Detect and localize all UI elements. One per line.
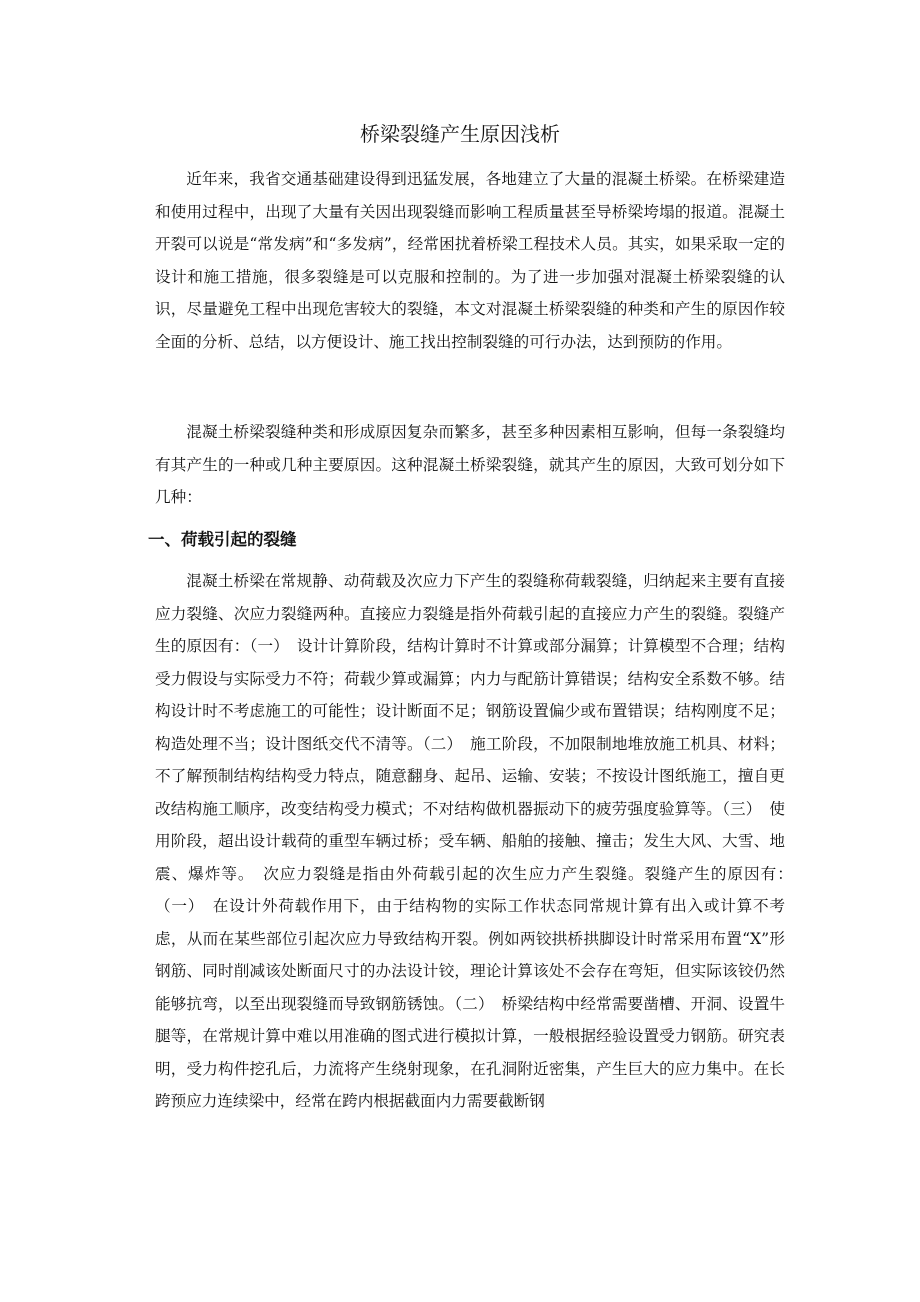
crack-types-paragraph: 混凝土桥梁裂缝种类和形成原因复杂而繁多，甚至多种因素相互影响，但每一条裂缝均有其产生的一种或几种主要原因。这种混凝土桥梁裂缝，就其产生的原因，大致可划分如下几种： [155,423,785,506]
document-title: 桥梁裂缝产生原因浅析 [360,122,560,146]
load-cracks-paragraph: 混凝土桥梁在常规静、动荷载及次应力下产生的裂缝称荷载裂缝，归纳起来主要有直接应力裂缝、次应力裂缝两种。直接应力裂缝是指外荷载引起的直接应力产生的裂缝。裂缝产生的原因有：（一） 设计计算阶段，结构计算时不计算或部分漏算；计算模型不合理；结构受力假设与实际受力不符；荷载少算或漏算；内力与配筋计算错误；结构安全系数不够。结构设计时不考虑施工的可能性；设计断面不足；钢筋设置偏少或布置错误；结构刚度不足；构造处理不当；设计图纸交代不清等。（二） 施工阶段，不加限制地堆放施工机具、材料；不了解预制结构结构受力特点，随意翻身、起吊、运输、安装；不按设计图纸施工，擅自更改结构施工顺序，改变结构受力模式；不对结构做机器振动下的疲劳强度验算等。（三） 使用阶段，超出设计载荷的重型车辆过桥；受车辆、船舶的接触、撞击；发生大风、大雪、地震、爆炸等。 次应力裂缝是指由外荷载引起的次生应力产生裂缝。裂缝产生的原因有： （一） 在设计外荷载作用下，由于结构物的实际工作状态同常规计算有出入或计算不考虑，从而在某些部位引起次应力导致结构开裂。例如两铰拱桥拱脚设计时常采用布置“X”形钢筋、同时削减该处断面尺寸的办法设计铰，理论计算该处不会存在弯矩，但实际该铰仍然能够抗弯，以至出现裂缝而导致钢筋锈蚀。（二） 桥梁结构中经常需要凿槽、开洞、设置牛腿等，在常规计算中难以用准确的图式进行模拟计算，一般根据经验设置受力钢筋。研究表明，受力构件挖孔后，力流将产生绕射现象，在孔洞附近密集，产生巨大的应力集中。在长跨预应力连续梁中，经常在跨内根据截面内力需要截断钢 [155,572,801,1110]
intro-paragraph: 近年来，我省交通基础建设得到迅猛发展，各地建立了大量的混凝土桥梁。在桥梁建造和使用过程中，出现了大量有关因出现裂缝而影响工程质量甚至导桥梁垮塌的报道。混凝土开裂可以说是“常发病”和“多发病”，经常困扰着桥梁工程技术人员。其实，如果采取一定的设计和施工措施，很多裂缝是可以克服和控制的。为了进一步加强对混凝土桥梁裂缝的认识，尽量避免工程中出现危害较大的裂缝，本文对混凝土桥梁裂缝的种类和产生的原因作较全面的分析、总结，以方便设计、施工找出控制裂缝的可行办法，达到预防的作用。 [155,170,785,351]
section-heading-load-cracks: 一、荷载引起的裂缝 [148,530,297,549]
